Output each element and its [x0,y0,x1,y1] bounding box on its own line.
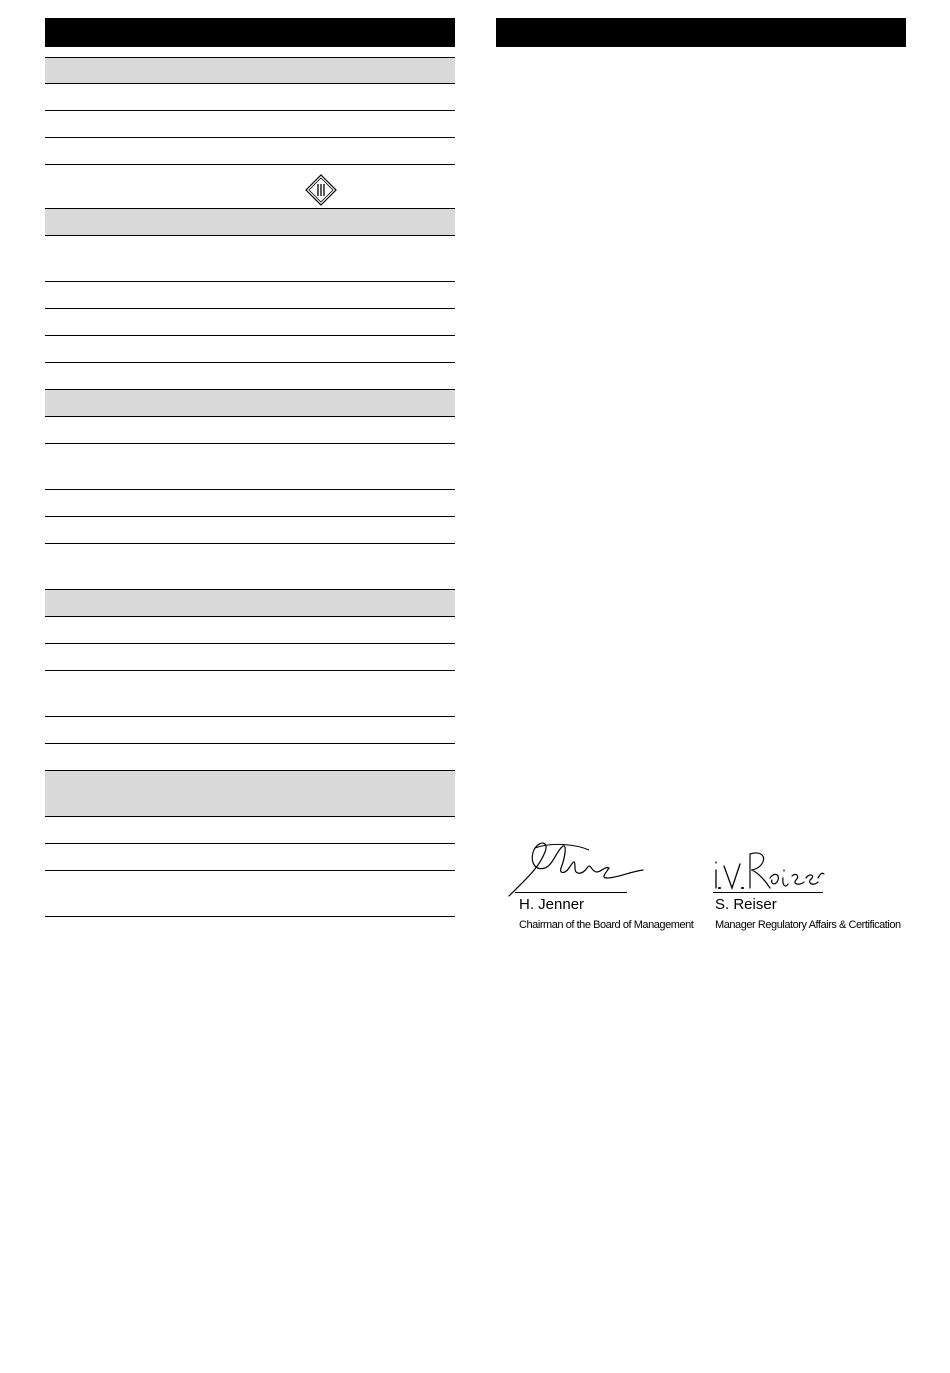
technical-data-header-bar [45,18,455,47]
table-row [45,282,455,309]
table-row [45,309,455,336]
technical-data-table [45,57,455,917]
table-row [45,111,455,138]
signature-reiser [710,848,825,896]
table-row [45,717,455,744]
protection-class-iii-icon [305,174,337,206]
table-row [45,671,455,717]
table-section-row [45,390,455,417]
table-row [45,417,455,444]
signer-name-jenner: H. Jenner [519,896,585,913]
signer-title-jenner: Chairman of the Board of Management [519,919,694,931]
signature-line-reiser [713,892,823,893]
signer-title-reiser: Manager Regulatory Affairs & Certification [715,919,901,931]
table-row [45,744,455,771]
table-row [45,165,455,209]
table-row [45,844,455,871]
table-row [45,644,455,671]
table-row [45,138,455,165]
table-row [45,236,455,282]
table-row [45,444,455,490]
declaration-header-bar [496,18,906,47]
declaration-column [496,18,906,47]
signature-jenner [505,838,645,898]
table-row [45,544,455,590]
technical-data-column [45,18,455,917]
table-section-row [45,590,455,617]
signer-name-reiser: S. Reiser [715,896,777,913]
table-section-row [45,771,455,817]
table-row [45,84,455,111]
table-row [45,817,455,844]
table-row [45,871,455,917]
table-section-row [45,58,455,84]
signature-line-jenner [515,892,627,893]
table-row [45,363,455,390]
table-row [45,617,455,644]
table-section-row [45,209,455,236]
table-row [45,490,455,517]
table-row [45,517,455,544]
table-row [45,336,455,363]
